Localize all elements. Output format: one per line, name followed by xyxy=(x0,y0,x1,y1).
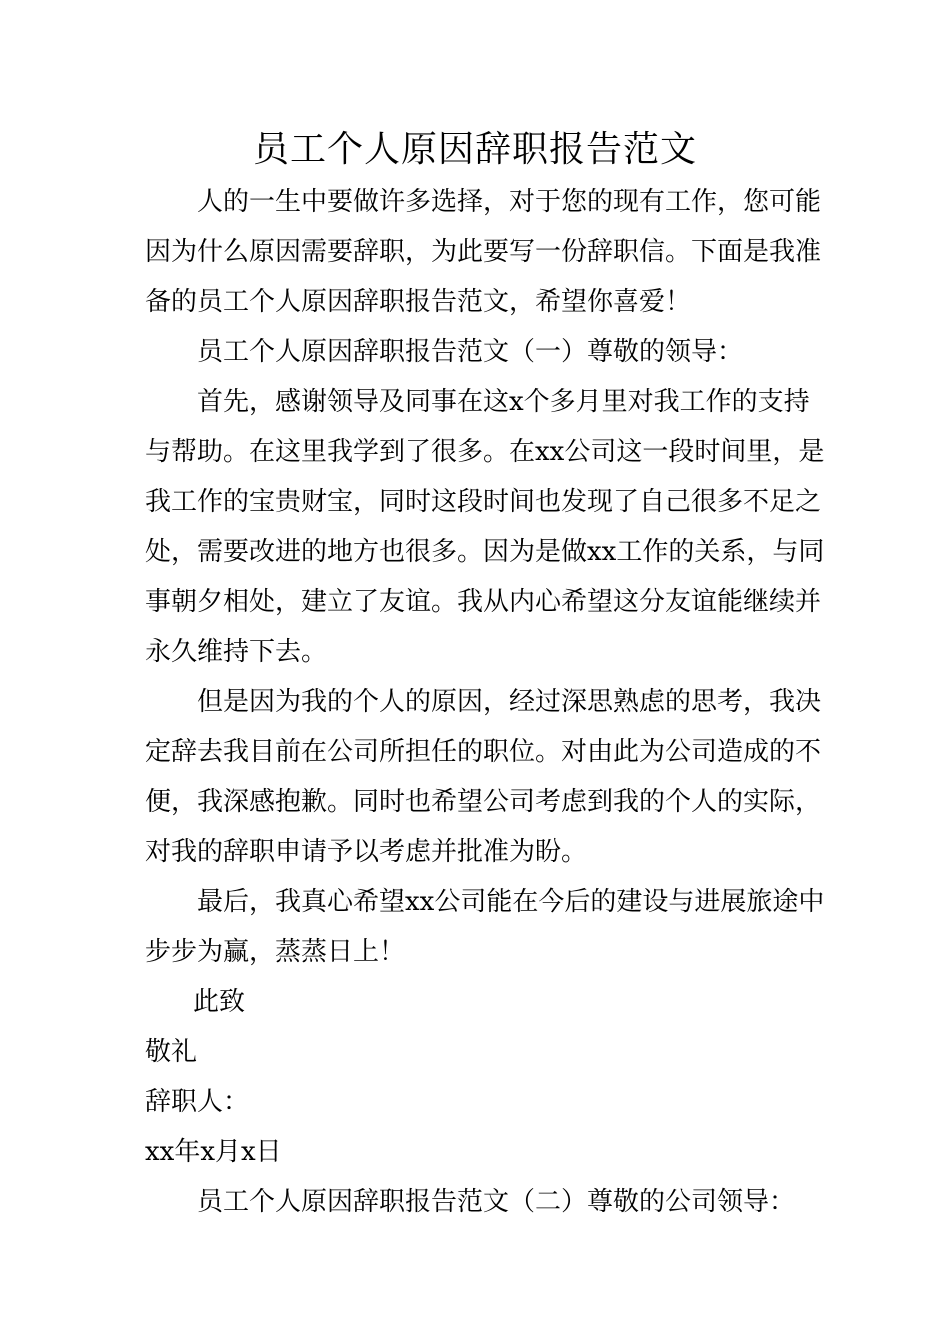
body-paragraph: 首先，感谢领导及同事在这x个多月里对我工作的支持与帮助。在这里我学到了很多。在xx公司这一段时间里，是我工作的宝贵财宝，同时这段时间也发现了自己很多不足之处，需要改进的地方也很多。因为是做xx工作的关系，与同事朝夕相处，建立了友谊。我从内心希望这分友谊能继续并永久维持下去。 xyxy=(145,387,825,667)
date-line: xx年x月x日 xyxy=(145,1137,282,1167)
body-paragraph: 但是因为我的个人的原因，经过深思熟虑的思考，我决定辞去我目前在公司所担任的职位。对由此为公司造成的不便，我深感抱歉。同时也希望公司考虑到我的个人的实际，对我的辞职申请予以考虑并批准为盼。 xyxy=(145,687,822,867)
section-heading-one: 员工个人原因辞职报告范文（一）尊敬的领导： xyxy=(197,337,744,367)
closing-regards: 敬礼 xyxy=(145,1037,198,1067)
document-body xyxy=(145,177,825,1227)
document-title: 员工个人原因辞职报告范文 xyxy=(252,129,697,170)
closing-salutation: 此致 xyxy=(193,987,246,1017)
signer-label: 辞职人： xyxy=(145,1087,250,1117)
intro-paragraph: 人的一生中要做许多选择，对于您的现有工作，您可能因为什么原因需要辞职，为此要写一份辞职信。下面是我准备的员工个人原因辞职报告范文，希望你喜爱！ xyxy=(145,187,822,317)
body-paragraph: 最后，我真心希望xx公司能在今后的建设与进展旅途中步步为赢，蒸蒸日上！ xyxy=(145,887,825,967)
section-heading-two: 员工个人原因辞职报告范文（二）尊敬的公司领导： xyxy=(197,1187,796,1217)
